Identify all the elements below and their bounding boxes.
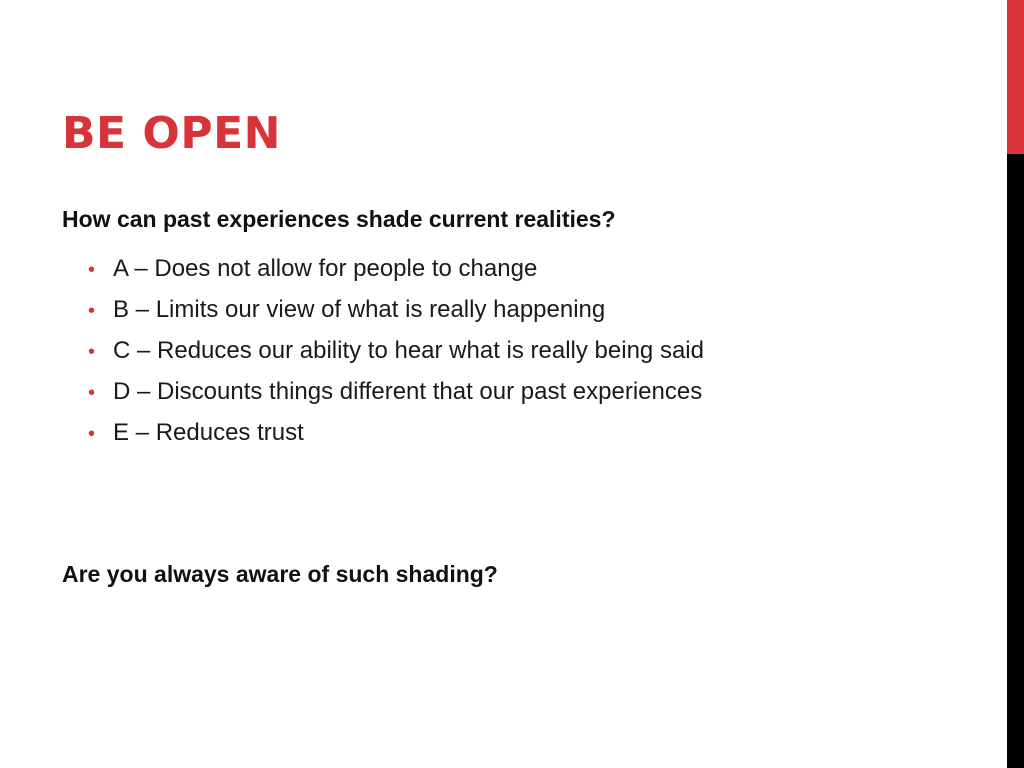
question-text: How can past experiences shade current realities? (62, 206, 616, 232)
list-item-text: D – Discounts things different that our past experiences (113, 378, 703, 405)
bullet-icon: • (88, 259, 96, 281)
list-item (88, 294, 704, 335)
list-item (88, 335, 704, 376)
list-item-text: E – Reduces trust (113, 419, 304, 446)
list-item-text: C – Reduces our ability to hear what is really being said (113, 337, 704, 364)
list-item-text: B – Limits our view of what is really happening (113, 296, 606, 323)
closing-question-text: Are you always aware of such shading? (62, 561, 498, 587)
accent-bar (1007, 0, 1024, 768)
accent-bar-black (1007, 154, 1024, 768)
slide-title: BE OPEN (62, 108, 281, 159)
list-item (88, 376, 704, 417)
list-item (88, 417, 704, 458)
bullet-icon: • (88, 423, 96, 445)
bullet-icon: • (88, 382, 96, 404)
accent-bar-red (1007, 0, 1024, 154)
list-item-text: A – Does not allow for people to change (113, 255, 538, 282)
bullet-list (88, 253, 704, 458)
bullet-icon: • (88, 300, 96, 322)
list-item (88, 253, 704, 294)
bullet-icon: • (88, 341, 96, 363)
